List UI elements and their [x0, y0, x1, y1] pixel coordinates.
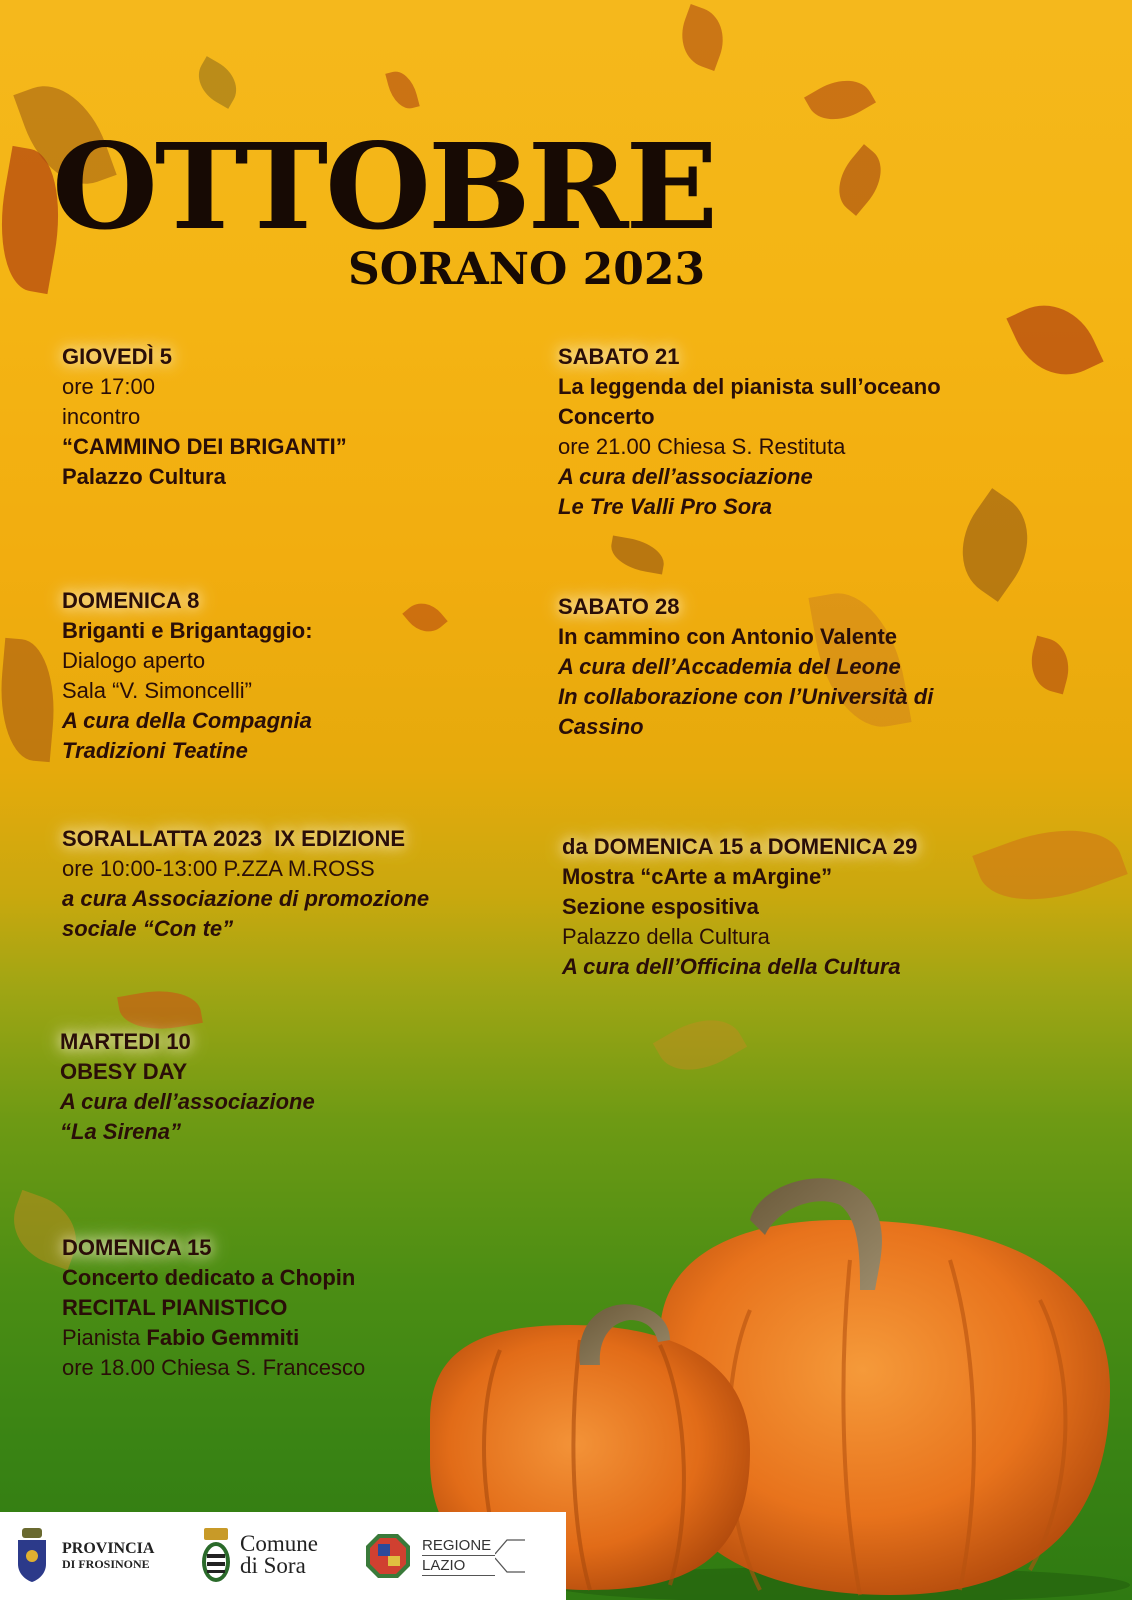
event-subtitle: RECITAL PIANISTICO: [62, 1295, 288, 1320]
event-organizer: A cura dell’Officina della Cultura: [562, 954, 901, 979]
event-organizer: Le Tre Valli Pro Sora: [558, 494, 772, 519]
event-venue: Sala “V. Simoncelli”: [62, 678, 252, 703]
leaf-icon: [608, 535, 667, 574]
event-mostra: [562, 832, 917, 982]
event-performer: [62, 1323, 365, 1353]
event-organizer: Tradizioni Teatine: [62, 738, 248, 763]
event-title: “CAMMINO DEI BRIGANTI”: [62, 434, 347, 459]
event-date: DOMENICA 15: [62, 1235, 212, 1260]
event-date: MARTEDI 10: [60, 1029, 191, 1054]
event-type: incontro: [62, 404, 141, 429]
regione-text: REGIONE LAZIO: [422, 1536, 495, 1576]
logo-comune-sora: [200, 1526, 318, 1584]
event-organizer: “La Sirena”: [60, 1119, 182, 1144]
event-collaboration: Cassino: [558, 714, 644, 739]
event-domenica-8: [62, 586, 313, 766]
poster-title: OTTOBRE: [52, 117, 716, 256]
leaf-icon: [941, 488, 1050, 602]
crest-icon: [14, 1526, 50, 1584]
event-date: GIOVEDÌ 5: [62, 344, 173, 369]
performer-label: Pianista: [62, 1325, 147, 1350]
event-sabato-21: [558, 342, 941, 522]
event-sorallatta: [62, 824, 429, 944]
event-time: ore 10:00-13:00 P.ZZA M.ROSS: [62, 856, 375, 881]
leaf-icon: [825, 144, 894, 216]
logo-provincia-frosinone: [14, 1526, 154, 1584]
event-type: Concerto: [558, 404, 655, 429]
event-venue: Palazzo Cultura: [62, 464, 226, 489]
leaf-icon: [0, 638, 60, 762]
event-title: La leggenda del pianista sull’oceano: [558, 374, 941, 399]
event-description: Dialogo aperto: [62, 648, 206, 673]
event-sabato-28: [558, 592, 933, 742]
leaf-icon: [1024, 636, 1076, 695]
event-giovedi-5: [62, 342, 347, 492]
event-organizer: A cura dell’Accademia del Leone: [558, 654, 901, 679]
event-date: DOMENICA 8: [62, 588, 200, 613]
event-time-venue: ore 18.00 Chiesa S. Francesco: [62, 1355, 366, 1380]
event-domenica-15: [62, 1233, 365, 1383]
event-title: Concerto dedicato a Chopin: [62, 1265, 356, 1290]
leaf-icon: [672, 4, 733, 71]
event-martedi-10: [60, 1027, 315, 1147]
event-date: da DOMENICA 15 a DOMENICA 29: [562, 834, 918, 859]
event-time: ore 17:00: [62, 374, 155, 399]
leaf-icon: [804, 68, 876, 133]
event-time-venue: ore 21.00 Chiesa S. Restituta: [558, 434, 846, 459]
event-date: SABATO 28: [558, 594, 680, 619]
leaf-icon: [189, 56, 245, 109]
event-organizer: A cura dell’associazione: [60, 1089, 315, 1114]
poster-subtitle: SORANO 2023: [348, 244, 706, 295]
provincia-text: PROVINCIA DI FROSINONE: [62, 1539, 155, 1571]
leaf-icon: [402, 594, 447, 640]
event-organizer: a cura Associazione di promozione: [62, 886, 430, 911]
event-venue: Palazzo della Cultura: [562, 924, 770, 949]
logo-regione-lazio: [364, 1532, 527, 1580]
event-title: In cammino con Antonio Valente: [558, 624, 898, 649]
event-title: OBESY DAY: [60, 1059, 188, 1084]
regione-emblem-icon: [364, 1532, 412, 1580]
leaf-icon: [653, 1003, 747, 1086]
event-title: Briganti e Brigantaggio:: [62, 618, 313, 643]
event-date: SORALLATTA 2023 IX EDIZIONE: [62, 826, 406, 851]
event-organizer: sociale “Con te”: [62, 916, 234, 941]
leaf-icon: [1006, 289, 1103, 391]
crest-icon: [200, 1526, 232, 1584]
comune-text: Comune di Sora: [240, 1531, 318, 1578]
sponsor-logos-bar: [0, 1512, 566, 1600]
event-subtitle: Sezione espositiva: [562, 894, 759, 919]
event-collaboration: In collaborazione con l’Università di: [558, 684, 934, 709]
leaf-icon: [972, 808, 1127, 922]
performer-name: Fabio Gemmiti: [146, 1325, 300, 1350]
regione-chevron-icon: [495, 1536, 527, 1576]
leaf-icon: [385, 67, 420, 112]
event-organizer: A cura dell’associazione: [558, 464, 813, 489]
event-date: SABATO 21: [558, 344, 680, 369]
event-organizer: A cura della Compagnia: [62, 708, 312, 733]
event-title: Mostra “cArte a mArgine”: [562, 864, 833, 889]
